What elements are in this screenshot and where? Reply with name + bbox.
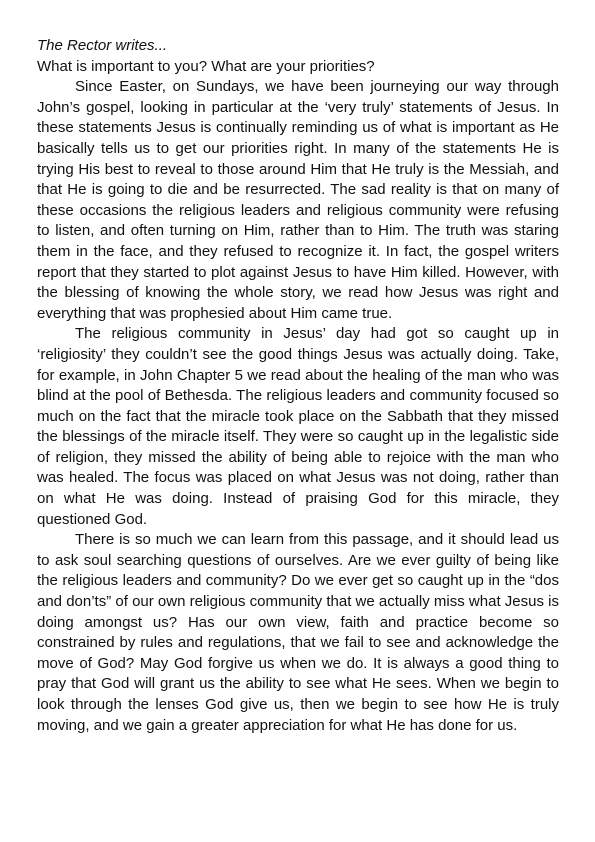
- letter-heading: The Rector writes...: [37, 37, 168, 54]
- paragraph-1: Since Easter, on Sundays, we have been journeying our way through John’s gospel, looking in particular at the ‘very truly’ statements of Jesus. In these statements Jesus is continually reminding us of what is important as He basically tells us to get our priorities right. In many of the statements He is trying His best to reveal to those around Him that He truly is the Messiah, and that He is going to die and be resurrected. The sad reality is that on many of these occasions the religious leaders and religious community were refusing to listen, and often turning on Him, rather than to Him. The truth was staring them in the face, and they refused to recognize it. In fact, the gospel writers report that they started to plot against Jesus to have Him killed. However, with the blessing of knowing the whole story, we read how Jesus was right and everything that was prophesied about Him came true.: [37, 78, 559, 322]
- paragraph-3: There is so much we can learn from this passage, and it should lead us to ask soul searching questions of ourselves. Are we ever guilty of being like the religious leaders and community? Do we ever get so caught up in the “dos and don’ts” of our own religious community that we actually miss what Jesus is doing amongst us? Has our own view, faith and practice become so constrained by rules and regulations, that we fail to see and acknowledge the move of God? May God forgive us when we do. It is always a good thing to pray that God will grant us the ability to see what He sees. When we begin to look through the lenses God give us, then we begin to see how He is truly moving, and we gain a greater appreciation for what He has done for us.: [37, 531, 559, 734]
- letter-page: [37, 36, 559, 736]
- opening-question: What is important to you? What are your priorities?: [37, 57, 375, 75]
- paragraph-2: The religious community in Jesus’ day had got so caught up in ‘religiosity’ they couldn’t see the good things Jesus was actually doing. Take, for example, in John Chapter 5 we read about the healing of the man who was blind at the pool of Bethesda. The religious leaders and community focused so much on the fact that the miracle took place on the Sabbath that they missed the blessings of the miracle itself. They were so caught up in the legalistic side of religion, they missed the ability of being able to rejoice with the man who was healed. The focus was placed on what Jesus was not doing, rather than on what He was doing. Instead of praising God for this miracle, they questioned God.: [37, 325, 559, 528]
